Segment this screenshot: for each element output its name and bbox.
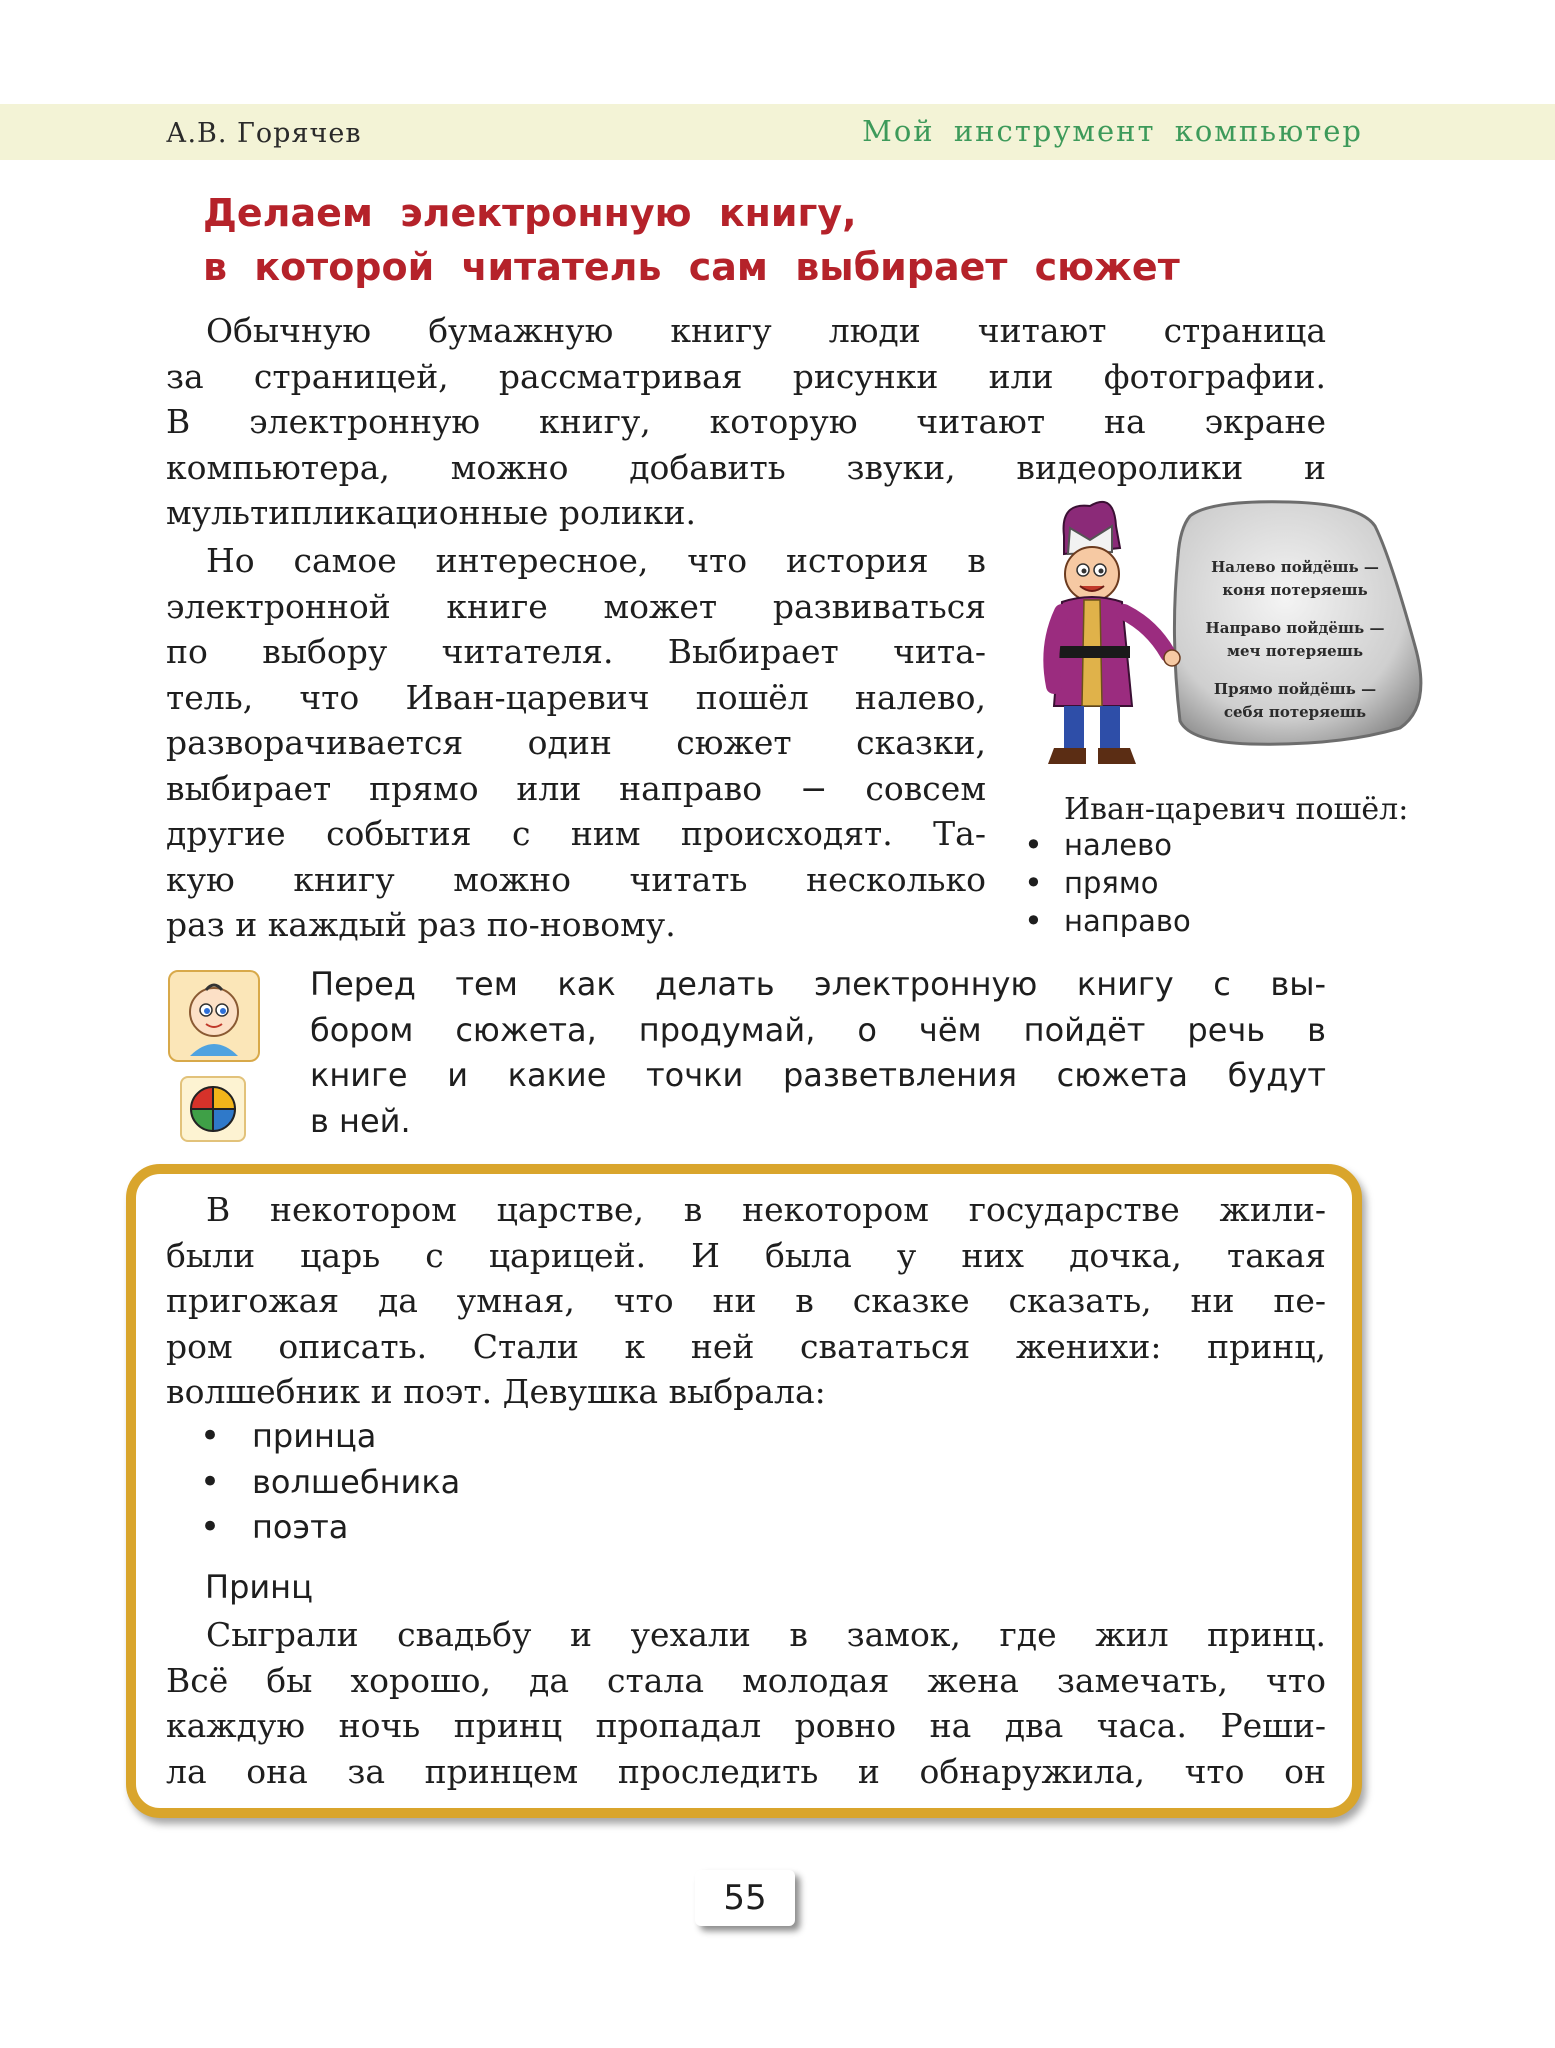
story-line: волшебник и поэт. Девушка выбрала:: [166, 1372, 826, 1411]
story-logic-paragraph: [166, 538, 986, 948]
story-continuation: [166, 1612, 1326, 1794]
stone-text-5: Прямо пойдёшь —: [1213, 680, 1377, 698]
section-heading: Принц: [205, 1568, 313, 1606]
tip-line: в ней.: [310, 1101, 411, 1140]
title-line-1: Делаем электронную книгу,: [203, 191, 857, 235]
intro-line: за страницей, рассматривая рисунки или фотографии.: [166, 356, 1326, 396]
list-item: • поэта: [200, 1505, 460, 1551]
story-paragraph: [166, 1187, 1326, 1415]
ivan-figure: [1048, 502, 1180, 764]
page-title: [203, 186, 1353, 294]
direction-list: [1024, 826, 1191, 940]
stone-text-1: Налево пойдёшь —: [1211, 558, 1379, 576]
logic-line: выбирает прямо или направо − совсем: [166, 768, 986, 808]
list-item: • налево: [1024, 826, 1191, 864]
logic-line: кую книгу можно читать несколько: [166, 859, 986, 899]
logic-line: раз и каждый раз по-новому.: [166, 905, 676, 944]
illustration-caption: Иван-царевич пошёл:: [1064, 792, 1409, 827]
title-line-2: в которой читатель сам выбирает сюжет: [203, 245, 1180, 289]
tip-paragraph: [310, 962, 1326, 1144]
list-item: • прямо: [1024, 864, 1191, 902]
series-title: Мой инструмент компьютер: [862, 114, 1363, 148]
story-line: Всё бы хорошо, да стала молодая жена замечать, что: [166, 1660, 1326, 1700]
logic-line: тель, что Иван-царевич пошёл налево,: [166, 677, 986, 717]
tip-line: Перед тем как делать электронную книгу с вы-: [310, 965, 1326, 1003]
story-line: каждую ночь принц пропадал ровно на два часа. Реши-: [166, 1706, 1326, 1745]
logic-line: Но самое интересное, что история в: [206, 541, 986, 580]
logic-line: электронной книге может развиваться: [166, 586, 986, 626]
logic-line: по выбору читателя. Выбирает чита-: [166, 632, 986, 671]
story-line: пригожая да умная, что ни в сказке сказать, ни пе-: [166, 1281, 1326, 1320]
color-wheel-icon: [180, 1076, 246, 1142]
page-number: 55: [695, 1870, 795, 1926]
think-face-icon: [168, 970, 260, 1062]
list-item: • принца: [200, 1414, 460, 1460]
intro-line: мультипликационные ролики.: [166, 493, 696, 532]
stone-text-6: себя потеряешь: [1223, 703, 1367, 721]
story-line: были царь с царицей. И была у них дочка, такая: [166, 1235, 1326, 1275]
ivan-tsarevich-illustration: [1040, 496, 1440, 796]
intro-line: Обычную бумажную книгу люди читают страница: [206, 311, 1326, 350]
intro-line: В электронную книгу, которую читают на экране: [166, 402, 1326, 441]
author-name: А.В. Горячев: [166, 118, 362, 149]
story-line: Сыграли свадьбу и уехали в замок, где жил принц.: [206, 1615, 1326, 1654]
stone-text-4: меч потеряешь: [1226, 642, 1364, 660]
stone-text-2: коня потеряешь: [1222, 581, 1368, 599]
intro-line: компьютера, можно добавить звуки, видеоролики и: [166, 447, 1326, 487]
story-line: ла она за принцем проследить и обнаружила, что он: [166, 1751, 1326, 1791]
suitor-choice-list: [200, 1414, 460, 1551]
list-item: • направо: [1024, 902, 1191, 940]
logic-line: другие события с ним происходят. Та-: [166, 814, 986, 853]
story-line: В некотором царстве, в некотором государстве жили-: [206, 1190, 1326, 1229]
tip-line: бором сюжета, продумай, о чём пойдёт речь в: [310, 1010, 1326, 1049]
tip-line: книге и какие точки разветвления сюжета будут: [310, 1056, 1326, 1094]
logic-line: разворачивается один сюжет сказки,: [166, 723, 986, 762]
list-item: • волшебника: [200, 1460, 460, 1506]
story-line: ром описать. Стали к ней свататься женихи: принц,: [166, 1326, 1326, 1366]
stone-text-3: Направо пойдёшь —: [1205, 619, 1385, 637]
